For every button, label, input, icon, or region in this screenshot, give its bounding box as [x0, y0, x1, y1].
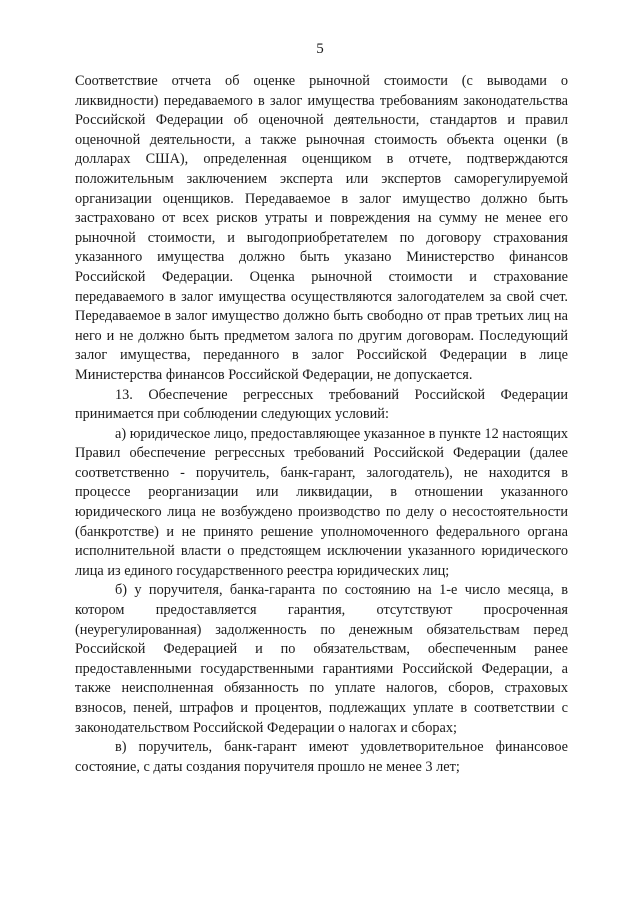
paragraph-subclause-b: б) у поручителя, банка-гаранта по состоянию на 1-е число месяца, в котором предоставляется гарантия, отсутствуют просроченная (неурегулированная) задолженность по денежным обязательствам перед Российской Федерацией и по обязательствам, обеспеченным ранее предоставленными государственными гарантиями Российской Федерации, а также неисполненная обязанность по уплате налогов, сборов, страховых взносов, пеней, штрафов и процентов, подлежащих уплате в соответствии с законодательством Российской Федерации о налогах и сборах;: [75, 582, 568, 736]
document-body: [75, 72, 568, 777]
paragraph-subclause-a: а) юридическое лицо, предоставляющее указанное в пункте 12 настоящих Правил обеспечение регрессных требований Российской Федерации (далее соответственно - поручитель, банк-гарант, залогодатель), не находится в процессе реорганизации или ликвидации, в отношении указанного юридического лица не возбуждено производство по делу о несостоятельности (банкротстве) и не принято решение уполномоченного федерального органа исполнительной власти о предстоящем исключении указанного юридического лица из единого государственного реестра юридических лиц;: [75, 425, 568, 579]
page-number: 5: [316, 41, 324, 57]
paragraph-continuation: Соответствие отчета об оценке рыночной стоимости (с выводами о ликвидности) передаваемого в залог имущества требованиям законодательства Российской Федерации об оценочной деятельности, стандартов и правил оценочной деятельности, а также рыночная стоимость объекта оценки (в долларах США), определенная оценщиком в отчете, подтверждаются положительным заключением эксперта или экспертов саморегулируемой организации оценщиков. Передаваемое в залог имущество должно быть застраховано от всех рисков утраты и повреждения на сумму не менее его рыночной стоимости, и выгодоприобретателем по договору страхования указанного имущества должно быть указано Министерство финансов Российской Федерации. Оценка рыночной стоимости и страхование передаваемого в залог имущества осуществляются залогодателем за свой счет. Передаваемое в залог имущество должно быть свободно от прав третьих лиц на него и не должно быть предметом залога по другим договорам. Последующий залог имущества, переданного в залог Российской Федерации в лице Министерства финансов Российской Федерации, не допускается.: [75, 73, 568, 383]
paragraph-subclause-v: в) поручитель, банк-гарант имеют удовлетворительное финансовое состояние, с даты создания поручителя прошло не менее 3 лет;: [75, 739, 568, 775]
paragraph-clause-13: 13. Обеспечение регрессных требований Российской Федерации принимается при соблюдении следующих условий:: [75, 386, 568, 423]
